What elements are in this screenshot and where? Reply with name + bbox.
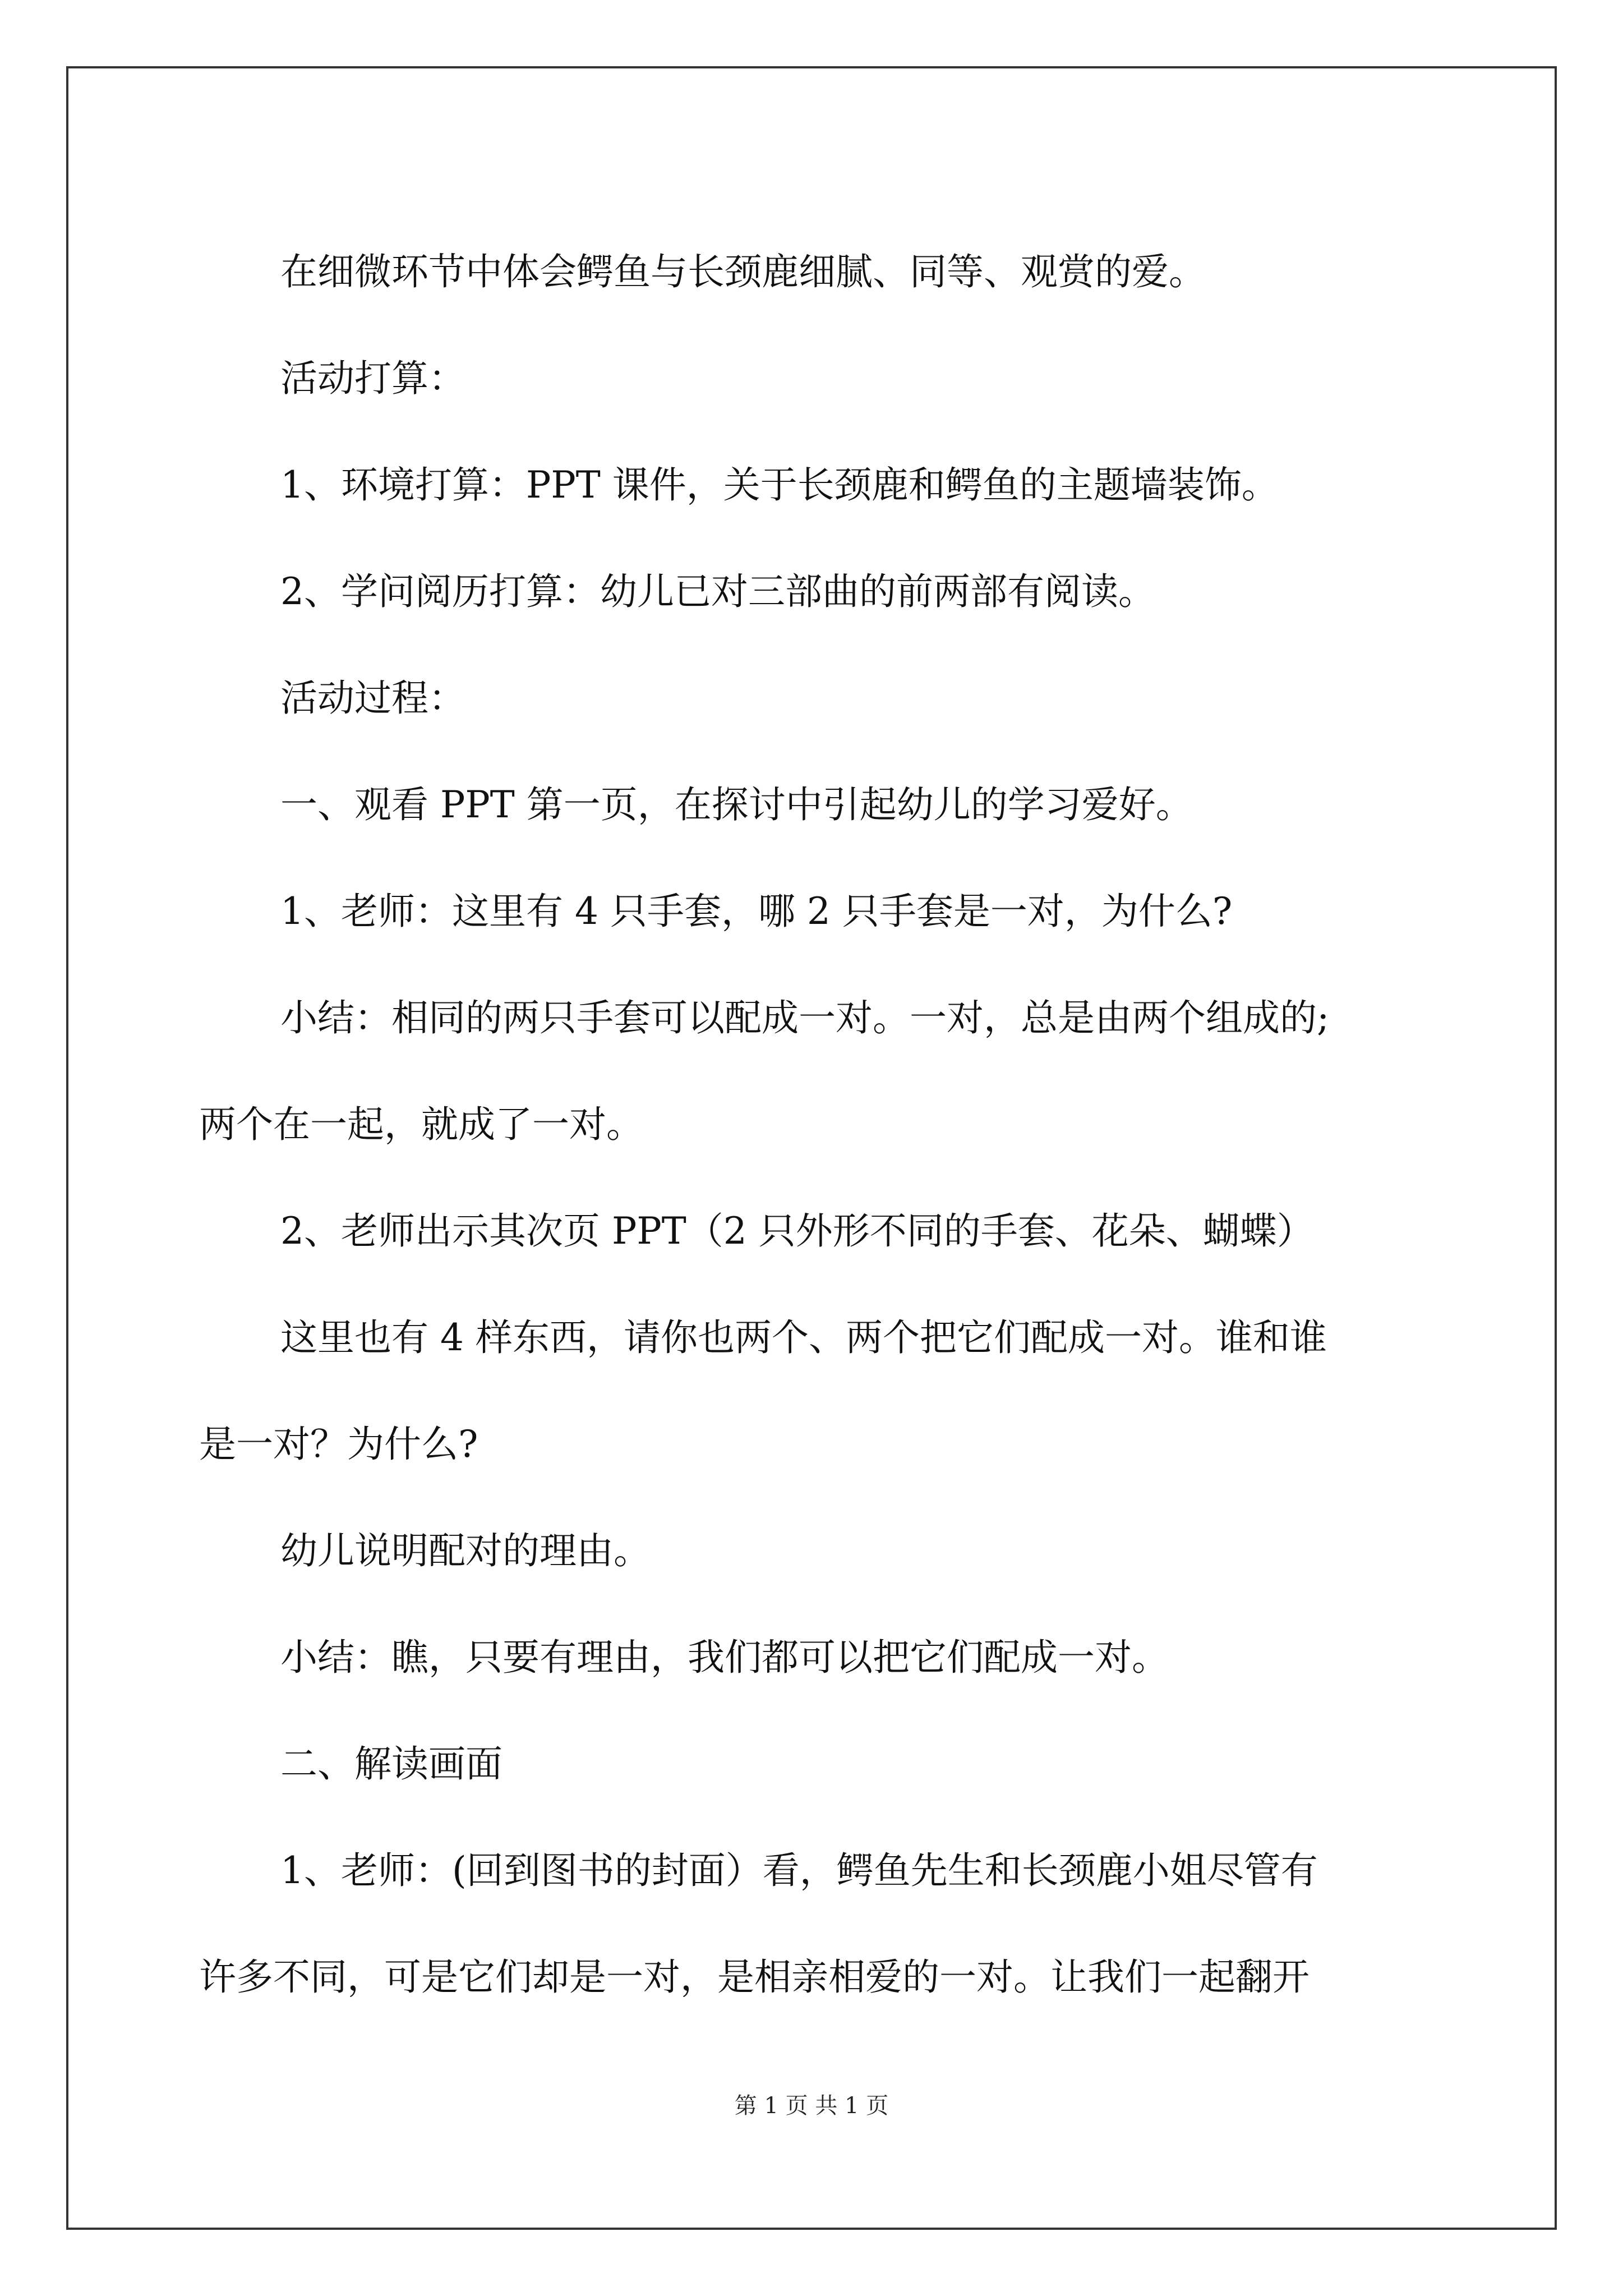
text-line: 2、学问阅历打算：幼儿已对三部曲的前两部有阅读。 bbox=[280, 570, 1155, 613]
text-line: 小结：瞧，只要有理由，我们都可以把它们配成一对。 bbox=[280, 1636, 1169, 1679]
text-line: 2、老师出示其次页 PPT（2 只外形不同的手套、花朵、蝴蝶） bbox=[280, 1209, 1314, 1253]
text-line: 小结：相同的两只手套可以配成一对。一对，总是由两个组成的; bbox=[280, 996, 1330, 1039]
text-line: 1、老师：这里有 4 只手套，哪 2 只手套是一对，为什么? bbox=[280, 890, 1233, 933]
text-line: 1、老师：(回到图书的封面）看，鳄鱼先生和长颈鹿小姐尽管有 bbox=[280, 1849, 1318, 1892]
section-heading: 活动过程： bbox=[280, 677, 465, 720]
text-line: 1、环境打算：PPT 课件，关于长颈鹿和鳄鱼的主题墙装饰。 bbox=[280, 463, 1279, 507]
text-line: 一、观看 PPT 第一页，在探讨中引起幼儿的学习爱好。 bbox=[280, 783, 1193, 826]
text-line: 这里也有 4 样东西，请你也两个、两个把它们配成一对。谁和谁 bbox=[280, 1316, 1327, 1359]
section-heading: 活动打算： bbox=[280, 357, 465, 400]
page-number-footer: 第 1 页 共 1 页 bbox=[734, 2093, 889, 2119]
text-line: 许多不同，可是它们却是一对，是相亲相爱的一对。让我们一起翻开 bbox=[199, 1955, 1310, 1999]
text-line: 在细微环节中体会鳄鱼与长颈鹿细腻、同等、观赏的爱。 bbox=[280, 250, 1206, 293]
text-line: 两个在一起，就成了一对。 bbox=[199, 1103, 643, 1146]
section-heading: 二、解读画面 bbox=[280, 1742, 502, 1786]
document-body bbox=[199, 219, 1472, 2031]
text-line: 是一对？为什么? bbox=[199, 1423, 478, 1466]
text-line: 幼儿说明配对的理由。 bbox=[280, 1529, 651, 1572]
